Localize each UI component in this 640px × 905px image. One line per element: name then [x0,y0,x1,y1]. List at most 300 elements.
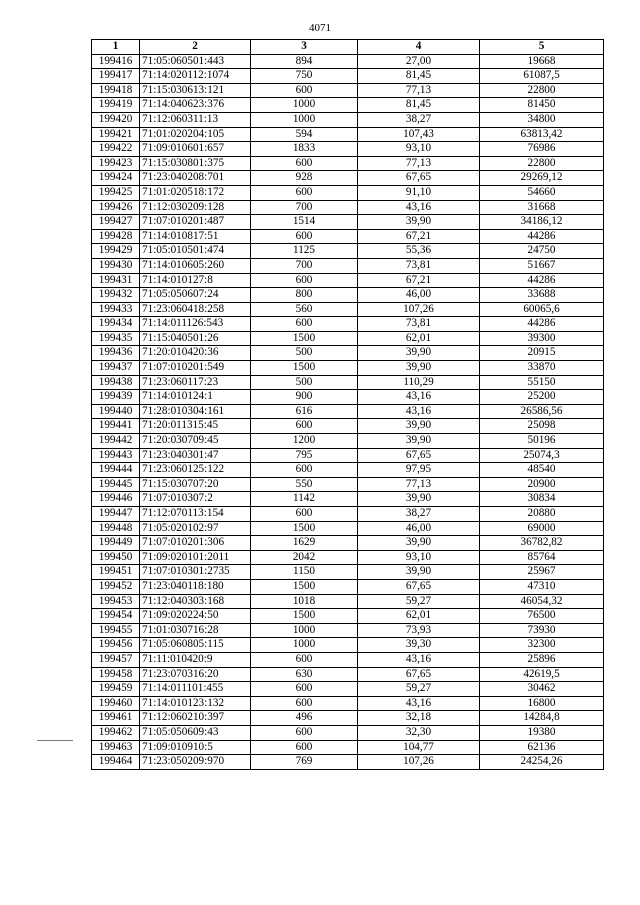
area-cell: 1833 [251,142,358,157]
cadastral-number-cell: 71:14:010123:132 [140,696,251,711]
area-cell: 600 [251,725,358,740]
column-header-4: 4 [358,40,480,55]
table-row [92,244,604,259]
specific-value-cell: 104,77 [358,740,480,755]
row-number-cell: 199461 [92,711,140,726]
row-number-cell: 199442 [92,434,140,449]
table-row [92,682,604,697]
specific-value-cell: 59,27 [358,594,480,609]
cadastral-number-cell: 71:28:010304:161 [140,404,251,419]
area-cell: 496 [251,711,358,726]
cadastral-value-cell: 46054,32 [480,594,604,609]
area-cell: 600 [251,156,358,171]
specific-value-cell: 107,26 [358,755,480,770]
table-row [92,579,604,594]
specific-value-cell: 97,95 [358,463,480,478]
table-row [92,258,604,273]
cadastral-value-cell: 85764 [480,550,604,565]
cadastral-value-cell: 34800 [480,112,604,127]
row-number-cell: 199428 [92,229,140,244]
cadastral-number-cell: 71:14:040623:376 [140,98,251,113]
area-cell: 1514 [251,215,358,230]
specific-value-cell: 43,16 [358,652,480,667]
area-cell: 500 [251,375,358,390]
cadastral-number-cell: 71:01:030716:28 [140,623,251,638]
table-row [92,492,604,507]
table-row [92,565,604,580]
area-cell: 1500 [251,579,358,594]
table-row [92,623,604,638]
table-row [92,171,604,186]
cadastral-number-cell: 71:14:010124:1 [140,390,251,405]
cadastral-value-cell: 19380 [480,725,604,740]
page-number: 4071 [309,22,331,34]
cadastral-value-cell: 47310 [480,579,604,594]
cadastral-value-cell: 33870 [480,361,604,376]
area-cell: 600 [251,740,358,755]
cadastral-number-cell: 71:15:030707:20 [140,477,251,492]
cadastral-value-cell: 25896 [480,652,604,667]
column-header-5: 5 [480,40,604,55]
area-cell: 1150 [251,565,358,580]
area-cell: 560 [251,302,358,317]
cadastral-number-cell: 71:05:050607:24 [140,288,251,303]
area-cell: 600 [251,185,358,200]
cadastral-number-cell: 71:12:040303:168 [140,594,251,609]
cadastral-value-cell: 60065,6 [480,302,604,317]
cadastral-value-cell: 76986 [480,142,604,157]
area-cell: 1000 [251,638,358,653]
area-cell: 2042 [251,550,358,565]
specific-value-cell: 62,01 [358,609,480,624]
specific-value-cell: 91,10 [358,185,480,200]
specific-value-cell: 38,27 [358,112,480,127]
table-row [92,507,604,522]
cadastral-value-cell: 54660 [480,185,604,200]
specific-value-cell: 93,10 [358,550,480,565]
cadastral-value-cell: 30462 [480,682,604,697]
cadastral-number-cell: 71:15:040501:26 [140,331,251,346]
specific-value-cell: 55,36 [358,244,480,259]
row-number-cell: 199452 [92,579,140,594]
specific-value-cell: 67,65 [358,448,480,463]
area-cell: 1000 [251,112,358,127]
cadastral-number-cell: 71:05:060501:443 [140,54,251,69]
row-number-cell: 199426 [92,200,140,215]
row-number-cell: 199459 [92,682,140,697]
table-row [92,404,604,419]
area-cell: 900 [251,390,358,405]
area-cell: 600 [251,652,358,667]
specific-value-cell: 67,21 [358,229,480,244]
specific-value-cell: 77,13 [358,477,480,492]
area-cell: 1000 [251,98,358,113]
table-row [92,448,604,463]
specific-value-cell: 46,00 [358,521,480,536]
table-row [92,331,604,346]
cadastral-value-cell: 20915 [480,346,604,361]
table-row [92,477,604,492]
row-number-cell: 199424 [92,171,140,186]
row-number-cell: 199434 [92,317,140,332]
row-number-cell: 199448 [92,521,140,536]
column-header-3: 3 [251,40,358,55]
cadastral-number-cell: 71:14:011101:455 [140,682,251,697]
row-number-cell: 199421 [92,127,140,142]
area-cell: 700 [251,258,358,273]
cadastral-number-cell: 71:14:011126:543 [140,317,251,332]
area-cell: 928 [251,171,358,186]
cadastral-value-cell: 51667 [480,258,604,273]
table-row [92,609,604,624]
cadastral-number-cell: 71:14:010127:8 [140,273,251,288]
table-row [92,667,604,682]
cadastral-number-cell: 71:12:070113:154 [140,507,251,522]
table-row [92,521,604,536]
cadastral-number-cell: 71:23:060125:122 [140,463,251,478]
area-cell: 1500 [251,331,358,346]
cadastral-value-cell: 61087,5 [480,69,604,84]
cadastral-value-cell: 69000 [480,521,604,536]
table-header-row [92,40,604,55]
cadastral-value-cell: 26586,56 [480,404,604,419]
cadastral-number-cell: 71:23:040208:701 [140,171,251,186]
table-row [92,215,604,230]
specific-value-cell: 93,10 [358,142,480,157]
table-row [92,346,604,361]
specific-value-cell: 73,93 [358,623,480,638]
table-row [92,536,604,551]
row-number-cell: 199441 [92,419,140,434]
row-number-cell: 199438 [92,375,140,390]
cadastral-value-cell: 76500 [480,609,604,624]
cadastral-number-cell: 71:23:060418:258 [140,302,251,317]
area-cell: 500 [251,346,358,361]
table-row [92,288,604,303]
row-number-cell: 199417 [92,69,140,84]
cadastral-number-cell: 71:15:030801:375 [140,156,251,171]
cadastral-number-cell: 71:23:040118:180 [140,579,251,594]
cadastral-value-cell: 73930 [480,623,604,638]
cadastral-value-cell: 62136 [480,740,604,755]
row-number-cell: 199446 [92,492,140,507]
row-number-cell: 199425 [92,185,140,200]
row-number-cell: 199443 [92,448,140,463]
specific-value-cell: 46,00 [358,288,480,303]
area-cell: 600 [251,273,358,288]
cadastral-number-cell: 71:07:010307:2 [140,492,251,507]
table-row [92,361,604,376]
row-number-cell: 199462 [92,725,140,740]
row-number-cell: 199453 [92,594,140,609]
specific-value-cell: 38,27 [358,507,480,522]
table-row [92,112,604,127]
cadastral-value-cell: 16800 [480,696,604,711]
cadastral-value-cell: 34186,12 [480,215,604,230]
specific-value-cell: 73,81 [358,317,480,332]
cadastral-number-cell: 71:01:020518:172 [140,185,251,200]
cadastral-value-cell: 32300 [480,638,604,653]
area-cell: 1142 [251,492,358,507]
table-row [92,434,604,449]
table-row [92,711,604,726]
table-row [92,127,604,142]
area-cell: 769 [251,755,358,770]
cadastral-number-cell: 71:23:060117:23 [140,375,251,390]
area-cell: 700 [251,200,358,215]
area-cell: 600 [251,317,358,332]
cadastral-number-cell: 71:14:010817:51 [140,229,251,244]
specific-value-cell: 67,21 [358,273,480,288]
area-cell: 750 [251,69,358,84]
area-cell: 600 [251,463,358,478]
cadastral-value-cell: 19668 [480,54,604,69]
specific-value-cell: 67,65 [358,171,480,186]
row-number-cell: 199444 [92,463,140,478]
table-row [92,652,604,667]
margin-mark [37,740,73,741]
row-number-cell: 199419 [92,98,140,113]
row-number-cell: 199451 [92,565,140,580]
area-cell: 600 [251,682,358,697]
cadastral-value-cell: 63813,42 [480,127,604,142]
area-cell: 600 [251,507,358,522]
cadastral-number-cell: 71:14:020112:1074 [140,69,251,84]
specific-value-cell: 39,90 [358,361,480,376]
column-header-1: 1 [92,40,140,55]
cadastral-number-cell: 71:09:010910:5 [140,740,251,755]
row-number-cell: 199423 [92,156,140,171]
cadastral-number-cell: 71:23:050209:970 [140,755,251,770]
area-cell: 1018 [251,594,358,609]
area-cell: 1200 [251,434,358,449]
table-row [92,419,604,434]
cadastral-number-cell: 71:05:050609:43 [140,725,251,740]
specific-value-cell: 39,90 [358,346,480,361]
specific-value-cell: 32,18 [358,711,480,726]
table-row [92,375,604,390]
specific-value-cell: 62,01 [358,331,480,346]
area-cell: 550 [251,477,358,492]
table-row [92,740,604,755]
cadastral-value-cell: 22800 [480,156,604,171]
cadastral-number-cell: 71:05:010501:474 [140,244,251,259]
specific-value-cell: 39,90 [358,419,480,434]
cadastral-number-cell: 71:09:010601:657 [140,142,251,157]
cadastral-number-cell: 71:07:010201:549 [140,361,251,376]
row-number-cell: 199457 [92,652,140,667]
row-number-cell: 199456 [92,638,140,653]
cadastral-number-cell: 71:23:070316:20 [140,667,251,682]
specific-value-cell: 39,30 [358,638,480,653]
row-number-cell: 199454 [92,609,140,624]
row-number-cell: 199445 [92,477,140,492]
table-row [92,755,604,770]
cadastral-number-cell: 71:12:030209:128 [140,200,251,215]
specific-value-cell: 77,13 [358,156,480,171]
cadastral-value-cell: 24750 [480,244,604,259]
area-cell: 1629 [251,536,358,551]
cadastral-value-cell: 31668 [480,200,604,215]
specific-value-cell: 32,30 [358,725,480,740]
row-number-cell: 199460 [92,696,140,711]
table-row [92,142,604,157]
table-row [92,696,604,711]
area-cell: 1125 [251,244,358,259]
cadastral-number-cell: 71:20:010420:36 [140,346,251,361]
row-number-cell: 199458 [92,667,140,682]
cadastral-number-cell: 71:05:060805:115 [140,638,251,653]
specific-value-cell: 73,81 [358,258,480,273]
specific-value-cell: 43,16 [358,200,480,215]
specific-value-cell: 81,45 [358,98,480,113]
table-row [92,98,604,113]
cadastral-number-cell: 71:14:010605:260 [140,258,251,273]
area-cell: 630 [251,667,358,682]
cadastral-value-cell: 50196 [480,434,604,449]
cadastral-number-cell: 71:12:060210:397 [140,711,251,726]
specific-value-cell: 77,13 [358,83,480,98]
area-cell: 600 [251,696,358,711]
row-number-cell: 199418 [92,83,140,98]
cadastral-value-cell: 14284,8 [480,711,604,726]
cadastral-value-cell: 48540 [480,463,604,478]
specific-value-cell: 39,90 [358,492,480,507]
specific-value-cell: 67,65 [358,667,480,682]
cadastral-number-cell: 71:07:010201:487 [140,215,251,230]
table-row [92,317,604,332]
row-number-cell: 199455 [92,623,140,638]
row-number-cell: 199464 [92,755,140,770]
cadastral-number-cell: 71:12:060311:13 [140,112,251,127]
row-number-cell: 199420 [92,112,140,127]
area-cell: 600 [251,229,358,244]
cadastral-number-cell: 71:09:020101:2011 [140,550,251,565]
table-row [92,550,604,565]
row-number-cell: 199430 [92,258,140,273]
specific-value-cell: 39,90 [358,434,480,449]
row-number-cell: 199437 [92,361,140,376]
cadastral-value-cell: 25200 [480,390,604,405]
cadastral-value-cell: 22800 [480,83,604,98]
cadastral-value-cell: 42619,5 [480,667,604,682]
specific-value-cell: 107,43 [358,127,480,142]
row-number-cell: 199431 [92,273,140,288]
cadastral-value-cell: 20900 [480,477,604,492]
cadastral-value-cell: 29269,12 [480,171,604,186]
specific-value-cell: 110,29 [358,375,480,390]
area-cell: 1500 [251,609,358,624]
table-row [92,69,604,84]
specific-value-cell: 39,90 [358,536,480,551]
table-row [92,463,604,478]
table-body [92,54,604,769]
cadastral-value-cell: 25074,3 [480,448,604,463]
cadastral-value-cell: 39300 [480,331,604,346]
table-row [92,725,604,740]
table-row [92,390,604,405]
row-number-cell: 199440 [92,404,140,419]
cadastral-value-cell: 81450 [480,98,604,113]
cadastral-value-cell: 30834 [480,492,604,507]
table-row [92,594,604,609]
table-row [92,54,604,69]
row-number-cell: 199422 [92,142,140,157]
specific-value-cell: 43,16 [358,404,480,419]
table-row [92,302,604,317]
area-cell: 616 [251,404,358,419]
cadastral-value-cell: 20880 [480,507,604,522]
table-row [92,185,604,200]
cadastral-number-cell: 71:11:010420:9 [140,652,251,667]
cadastral-value-cell: 44286 [480,273,604,288]
area-cell: 894 [251,54,358,69]
row-number-cell: 199435 [92,331,140,346]
specific-value-cell: 27,00 [358,54,480,69]
column-header-2: 2 [140,40,251,55]
cadastral-number-cell: 71:20:011315:45 [140,419,251,434]
area-cell: 1500 [251,521,358,536]
cadastral-value-cell: 44286 [480,229,604,244]
specific-value-cell: 39,90 [358,565,480,580]
specific-value-cell: 81,45 [358,69,480,84]
area-cell: 795 [251,448,358,463]
cadastral-value-cell: 25098 [480,419,604,434]
area-cell: 600 [251,83,358,98]
cadastral-number-cell: 71:07:010201:306 [140,536,251,551]
cadastral-number-cell: 71:20:030709:45 [140,434,251,449]
row-number-cell: 199429 [92,244,140,259]
cadastral-value-cell: 33688 [480,288,604,303]
cadastral-value-cell: 24254,26 [480,755,604,770]
table-row [92,229,604,244]
table-row [92,156,604,171]
row-number-cell: 199447 [92,507,140,522]
specific-value-cell: 43,16 [358,390,480,405]
row-number-cell: 199427 [92,215,140,230]
specific-value-cell: 67,65 [358,579,480,594]
table-row [92,83,604,98]
row-number-cell: 199433 [92,302,140,317]
area-cell: 1500 [251,361,358,376]
row-number-cell: 199432 [92,288,140,303]
table-row [92,638,604,653]
cadastral-value-cell: 44286 [480,317,604,332]
row-number-cell: 199463 [92,740,140,755]
area-cell: 800 [251,288,358,303]
specific-value-cell: 59,27 [358,682,480,697]
specific-value-cell: 43,16 [358,696,480,711]
table-row [92,273,604,288]
row-number-cell: 199436 [92,346,140,361]
cadastral-value-cell: 25967 [480,565,604,580]
cadastral-value-table [91,39,604,770]
cadastral-number-cell: 71:07:010301:2735 [140,565,251,580]
table-row [92,200,604,215]
area-cell: 594 [251,127,358,142]
row-number-cell: 199439 [92,390,140,405]
area-cell: 1000 [251,623,358,638]
area-cell: 600 [251,419,358,434]
row-number-cell: 199416 [92,54,140,69]
cadastral-number-cell: 71:05:020102:97 [140,521,251,536]
cadastral-number-cell: 71:09:020224:50 [140,609,251,624]
specific-value-cell: 39,90 [358,215,480,230]
cadastral-value-cell: 36782,82 [480,536,604,551]
cadastral-value-cell: 55150 [480,375,604,390]
cadastral-number-cell: 71:01:020204:105 [140,127,251,142]
row-number-cell: 199449 [92,536,140,551]
